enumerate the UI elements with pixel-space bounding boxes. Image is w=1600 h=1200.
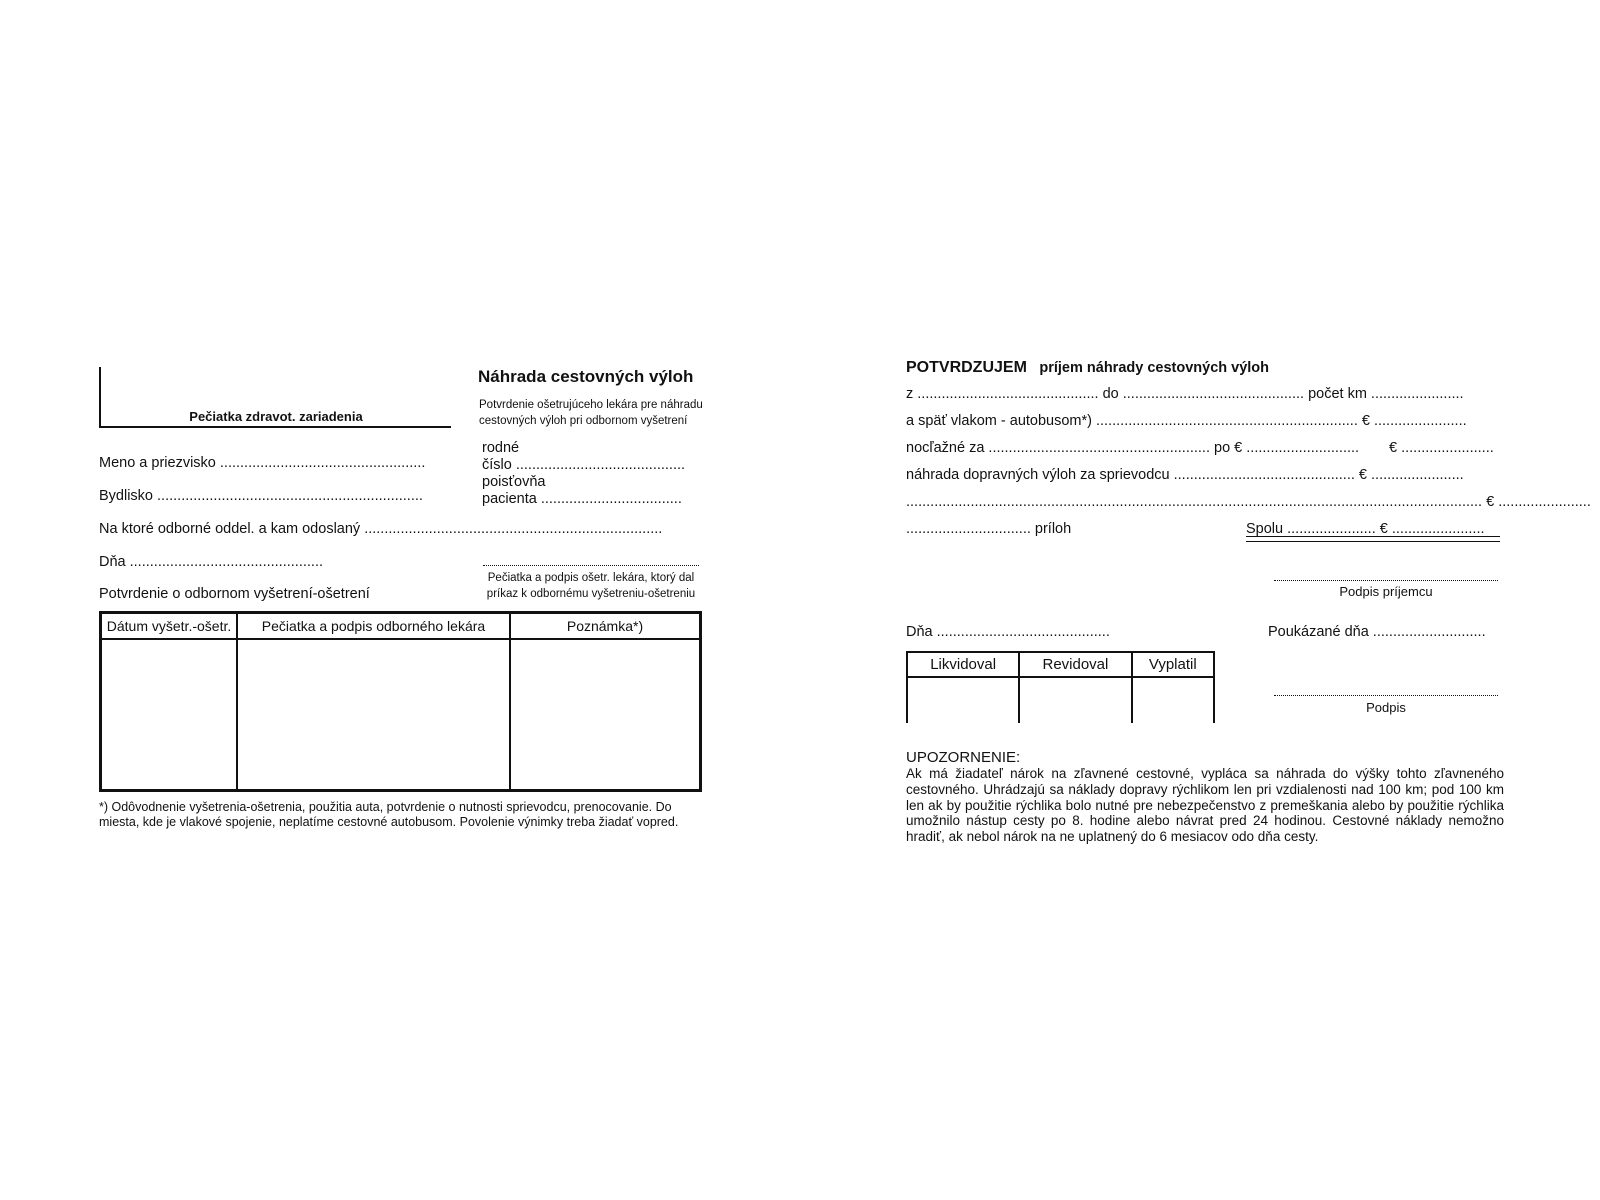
overnight-amount-field[interactable]: € .......................	[1389, 440, 1494, 456]
approval-header-liquidated: Likvidoval	[907, 652, 1019, 677]
birth-number-label-1: rodné	[482, 440, 520, 456]
date-field[interactable]: Dňa ................................................	[99, 554, 323, 570]
doctor-signature-label-2: príkaz k odbornému vyšetreniu-ošetreniu	[486, 588, 696, 600]
form-subtitle-line2: cestovných výloh pri odbornom vyšetrení	[479, 415, 688, 427]
department-field[interactable]: Na ktoré odborné oddel. a kam odoslaný ..........................................................................	[99, 521, 663, 537]
doctor-signature-line[interactable]	[483, 565, 699, 566]
patient-insurance-field[interactable]: pacienta ...................................	[482, 491, 682, 507]
approval-cell-liquidated[interactable]	[907, 677, 1019, 723]
recipient-signature-label: Podpis príjemcu	[1339, 584, 1433, 599]
approval-table	[906, 651, 1215, 723]
approval-table-header-row	[907, 652, 1214, 677]
name-field[interactable]: Meno a priezvisko ...................................................	[99, 455, 426, 471]
total-field[interactable]: Spolu ...................... € .......................	[1246, 521, 1485, 537]
route-field[interactable]: z ............................................. do ............................................. počet km .......................	[906, 386, 1464, 402]
receipt-heading-rest: príjem náhrady cestovných výloh	[1039, 360, 1270, 376]
exam-table	[99, 611, 702, 792]
exam-table-header-date: Dátum vyšetr.-ošetr.	[101, 613, 238, 640]
companion-field[interactable]: náhrada dopravných výloh za sprievodcu ............................................. € .......................	[906, 467, 1464, 483]
exam-table-cell-note[interactable]	[510, 639, 701, 791]
table-row	[101, 639, 701, 791]
exam-table-header-signature: Pečiatka a podpis odborného lekára	[237, 613, 510, 640]
approval-header-revised: Revidoval	[1019, 652, 1131, 677]
confirmation-heading: Potvrdenie o odbornom vyšetrení-ošetrení	[99, 586, 370, 602]
warning-body: Ak má žiadateľ nárok na zľavnené cestovné, vypláca sa náhrada do výšky tohto zľavneného cestovného. Uhrádzajú sa náklady dopravy rýchlikom len pri vzdialenosti nad 100 km; pod 100 km len ak by použitie rýchlika bolo nutné pre nebezpečenstvo z premeškania alebo by použitie rýchlika umožnilo nástup cesty po 8. hodine alebo návrat pred 24 hodinou. Cestovné náklady nemožno hradiť, ak nebol nárok na ne uplatnený do 6 mesiacov odo dňa cesty.	[906, 766, 1504, 845]
footnote: *) Odôvodnenie vyšetrenia-ošetrenia, použitia auta, potvrdenie o nutnosti sprievodcu, prenocovanie. Do miesta, kde je vlakové spojenie, neplatíme cestovné autobusom. Povolenie výnimky treba žiadať vopred.	[99, 800, 679, 829]
address-field[interactable]: Bydlisko ..................................................................	[99, 488, 423, 504]
other-expense-field[interactable]: ............................................................................................................................................... € .......................	[906, 494, 1591, 510]
total-underline	[1246, 536, 1500, 542]
overnight-field[interactable]: nocľažné za ....................................................... po € ............................	[906, 440, 1360, 456]
exam-table-cell-signature[interactable]	[237, 639, 510, 791]
signature-label: Podpis	[1366, 700, 1406, 715]
insurance-label-1: poisťovňa	[482, 474, 546, 490]
receipt-heading	[906, 359, 1269, 377]
warning-title: UPOZORNENIE:	[906, 749, 1021, 766]
approval-cell-revised[interactable]	[1019, 677, 1131, 723]
approval-cell-paid[interactable]	[1132, 677, 1214, 723]
exam-table-header-note: Poznámka*)	[510, 613, 701, 640]
recipient-signature-line[interactable]	[1274, 580, 1498, 581]
facility-stamp-label: Pečiatka zdravot. zariadenia	[189, 409, 363, 424]
exam-table-cell-date[interactable]	[101, 639, 238, 791]
exam-table-header-row	[101, 613, 701, 640]
receipt-date-field[interactable]: Dňa ...........................................	[906, 624, 1110, 640]
facility-stamp-box	[99, 367, 451, 428]
birth-number-field[interactable]: číslo ..........................................	[482, 457, 686, 473]
signature-line[interactable]	[1274, 695, 1498, 696]
paid-date-field[interactable]: Poukázané dňa ............................	[1268, 624, 1486, 640]
table-row	[907, 677, 1214, 723]
attachments-field[interactable]: ............................... príloh	[906, 521, 1072, 537]
return-trip-field[interactable]: a späť vlakom - autobusom*) ................................................................. € .......................	[906, 413, 1467, 429]
form-title: Náhrada cestovných výloh	[478, 367, 694, 386]
doctor-signature-label-1: Pečiatka a podpis ošetr. lekára, ktorý dal	[487, 572, 695, 584]
receipt-heading-bold: POTVRDZUJEM	[906, 359, 1027, 376]
approval-header-paid: Vyplatil	[1132, 652, 1214, 677]
form-subtitle-line1: Potvrdenie ošetrujúceho lekára pre náhradu	[479, 399, 703, 411]
